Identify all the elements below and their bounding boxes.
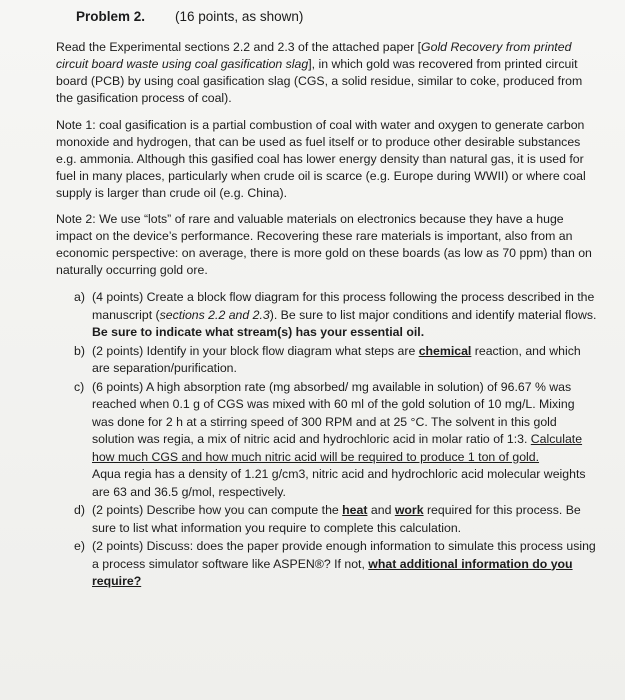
question-text: (4 points) Create a block flow diagram for this process following the process described in the manuscript ( xyxy=(92,290,595,322)
question-b xyxy=(74,343,598,378)
question-text: Aqua regia has a density of 1.21 g/cm3, nitric acid and hydrochloric acid molecular weights are 63 and 36.5 g/mol, respectively. xyxy=(92,467,586,499)
question-body xyxy=(92,379,598,502)
question-text: and xyxy=(367,503,395,517)
question-text: (2 points) Discuss: does the paper provide enough information to simulate this process using a process simulator software like ASPEN®? If not, xyxy=(92,539,596,571)
question-text: (6 points) A high absorption rate (mg absorbed/ mg available in solution) of 96.67 % was reached when 0.1 g of CGS was mixed with 60 ml of the gold solution of 10 mg/L. Mixing was done for 2 h at a stirring speed of 300 RPM and at 25 °C. The solvent in this gold solution was regia, a mix of nitric acid and hydrochloric acid in molar ratio of 1:3. xyxy=(92,379,575,446)
problem-points: (16 points, as shown) xyxy=(175,9,304,24)
question-body xyxy=(92,289,598,342)
question-text: reaction, and which are separation/purification. xyxy=(92,343,581,375)
question-letter: d) xyxy=(74,503,85,517)
emphasis-text: Be sure to indicate what stream(s) has your essential oil. xyxy=(92,325,425,339)
question-letter: e) xyxy=(74,539,85,553)
question-letter: a) xyxy=(74,290,85,304)
question-text: (2 points) Describe how you can compute the xyxy=(92,503,343,517)
question-letter: b) xyxy=(74,343,85,358)
intro-text-2: ], in which gold was recovered from printed circuit board (PCB) by using coal gasification slag (CGS, a solid residue, similar to coke, produced from the gasification process of coal). xyxy=(56,57,583,105)
heat-emphasis: heat xyxy=(342,503,368,517)
problem-header xyxy=(76,8,303,26)
underlined-task: Calculate how much CGS and how much nitric acid will be required to produce 1 ton of gold. xyxy=(92,432,583,464)
question-body xyxy=(92,502,598,537)
intro-paragraph xyxy=(56,39,596,107)
intro-text-1: Read the Experimental sections 2.2 and 2.3 of the attached paper [ xyxy=(56,40,422,54)
question-a xyxy=(74,289,598,342)
question-c xyxy=(74,379,598,502)
question-body xyxy=(92,538,598,591)
underlined-task: what additional information do you require? xyxy=(92,556,573,588)
question-d xyxy=(74,502,598,537)
question-text: (2 points) Identify in your block flow diagram what steps are xyxy=(92,343,419,358)
note-2: Note 2: We use “lots” of rare and valuable materials on electronics because they have a huge impact on the device’s performance. Recovering these rare materials is important, also from an economic perspective: on average, there is more gold on these boards (as low as 70 ppm) than on naturally occurring gold ore. xyxy=(56,212,592,277)
question-list xyxy=(74,289,598,592)
sections-ref: sections 2.2 and 2.3 xyxy=(159,307,270,322)
paper-title: Gold Recovery from printed circuit board waste using coal gasification slag xyxy=(56,40,572,71)
question-body xyxy=(92,343,598,378)
work-emphasis: work xyxy=(394,503,424,517)
question-letter: c) xyxy=(74,379,85,394)
problem-title: Problem 2. xyxy=(76,9,146,24)
question-text: ). Be sure to list major conditions and identify material flows. xyxy=(269,307,597,322)
question-text: required for this process. Be sure to list what information you require to complete this calculation. xyxy=(92,503,581,535)
chemical-emphasis: chemical xyxy=(418,343,472,358)
question-e xyxy=(74,538,598,591)
note-1: Note 1: coal gasification is a partial combustion of coal with water and oxygen to generate carbon monoxide and hydrogen, that can be used as fuel itself or to produce other desirable substances e.g. ammonia. Although this gasified coal has lower energy density than natural gas, it is used for fuel in many places, particularly when crude oil is scarce (e.g. Europe during WWII) or where coal supply is larger than crude oil (e.g. China). xyxy=(56,118,586,200)
